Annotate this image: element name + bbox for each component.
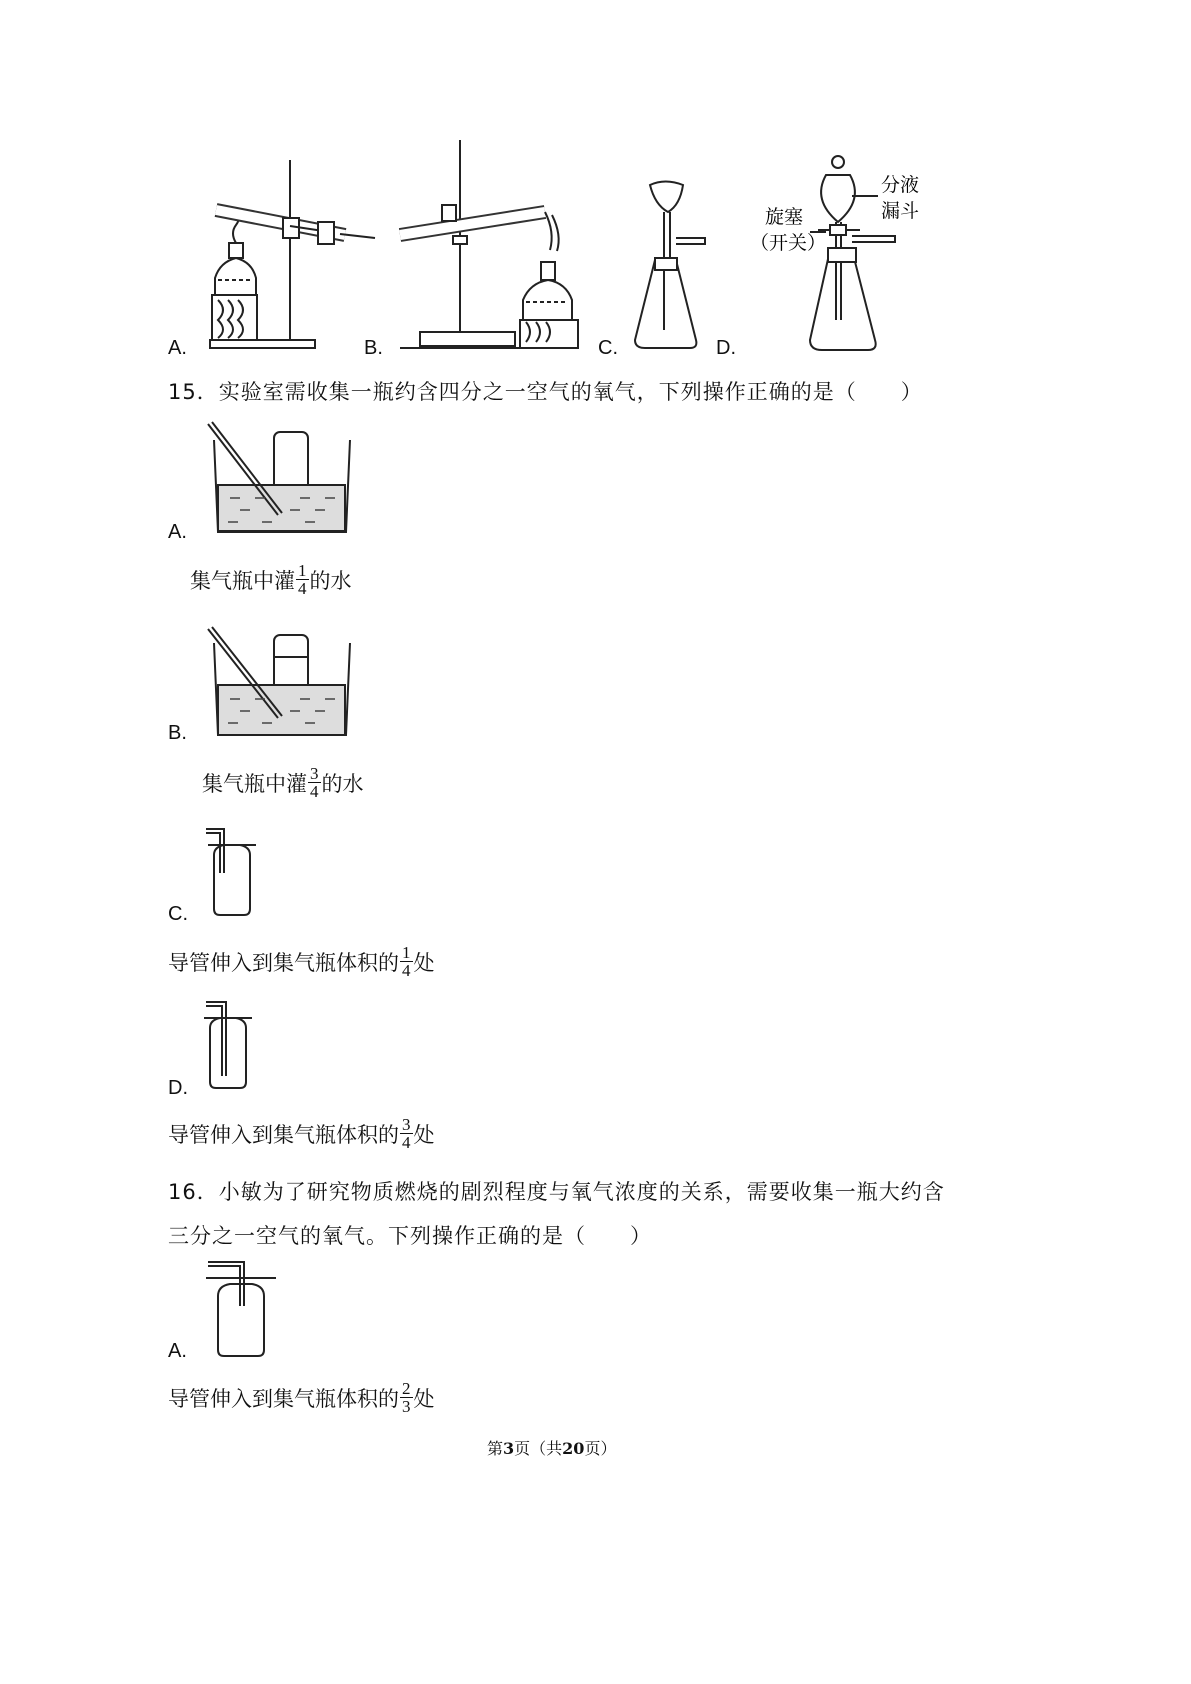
apparatus-a-diagram [210,160,375,348]
q15-option-d-caption-after: 处 [413,1122,435,1147]
q15-option-a-caption-before: 集气瓶中灌 [190,568,295,593]
footer-suffix: 页） [584,1439,617,1458]
q15-stem-text: 实验室需收集一瓶约含四分之一空气的氧气，下列操作正确的是（ ） [218,380,923,404]
q15-option-b-diagram [200,625,360,745]
stopcock-label-line1: 旋塞 [765,206,804,228]
q15-option-c-letter: C. [168,903,188,925]
q16-stem-text-line1: 小敏为了研究物质燃烧的剧烈程度与氧气浓度的关系，需要收集一瓶大约含 [218,1180,945,1204]
q16-option-a-diagram [200,1258,280,1363]
page-footer [487,1436,616,1459]
q15-option-c-caption [168,944,435,979]
q15-option-d-letter: D. [168,1077,188,1099]
footer-page-number: 3 [503,1439,515,1458]
footer-prefix: 第 [487,1439,504,1458]
q16-option-a-denominator: 3 [402,1397,411,1416]
q15-option-d-fraction [400,1116,413,1151]
funnel-label-line1: 分液 [881,174,920,196]
q15-option-c-caption-after: 处 [413,950,435,975]
q16-option-a-caption-before: 导管伸入到集气瓶体积的 [168,1386,399,1411]
q15-option-b-numerator: 3 [310,764,319,783]
q15-option-b-denominator: 4 [310,782,319,801]
q15-option-a-denominator: 4 [298,579,307,598]
funnel-label-line2: 漏斗 [881,200,920,222]
footer-middle: 页（共 [514,1439,563,1458]
q14-option-c-letter: C. [598,337,618,359]
q15-option-a-numerator: 1 [298,561,307,580]
q15-option-d-caption [168,1116,435,1151]
q15-stem [168,376,923,406]
q14-option-a-letter: A. [168,337,187,359]
q14-option-b-letter: B. [364,337,383,359]
q15-option-a-fraction [296,562,309,597]
q15-option-c-caption-before: 导管伸入到集气瓶体积的 [168,950,399,975]
q15-option-c-numerator: 1 [402,943,411,962]
q14-figures [0,0,1191,380]
q16-option-a-numerator: 2 [402,1379,411,1398]
q15-option-b-caption-after: 的水 [321,771,364,796]
stopcock-label-line2: （开关） [750,232,827,254]
apparatus-c-diagram [635,182,705,349]
q16-option-a-caption [168,1380,435,1415]
q15-option-d-numerator: 3 [402,1115,411,1134]
q16-stem-line2: 三分之一空气的氧气。下列操作正确的是（ ） [168,1224,652,1248]
apparatus-b-diagram [400,140,578,348]
q15-option-d-diagram [200,998,270,1093]
q15-option-a-caption-after: 的水 [309,568,352,593]
q15-option-d-caption-before: 导管伸入到集气瓶体积的 [168,1122,399,1147]
q15-option-c-fraction [400,944,413,979]
q15-number: 15． [168,380,219,404]
q15-option-b-caption-before: 集气瓶中灌 [202,771,307,796]
q15-option-a-diagram [200,420,360,540]
q15-option-a-caption [190,562,352,597]
q15-option-d-denominator: 4 [402,1133,411,1152]
q16-stem-line1 [168,1176,945,1206]
q16-option-a-caption-after: 处 [413,1386,435,1411]
q16-number: 16． [168,1180,219,1204]
q16-option-a-fraction [400,1380,413,1415]
q15-option-b-fraction [308,765,321,800]
q15-option-b-caption [202,765,364,800]
q14-option-d-letter: D. [716,337,736,359]
q15-option-a-letter: A. [168,521,187,543]
q15-option-c-denominator: 4 [402,961,411,980]
q15-option-b-letter: B. [168,722,187,744]
q15-option-c-diagram [200,825,270,920]
q16-option-a-letter: A. [168,1340,187,1362]
footer-total-pages: 20 [562,1439,585,1458]
